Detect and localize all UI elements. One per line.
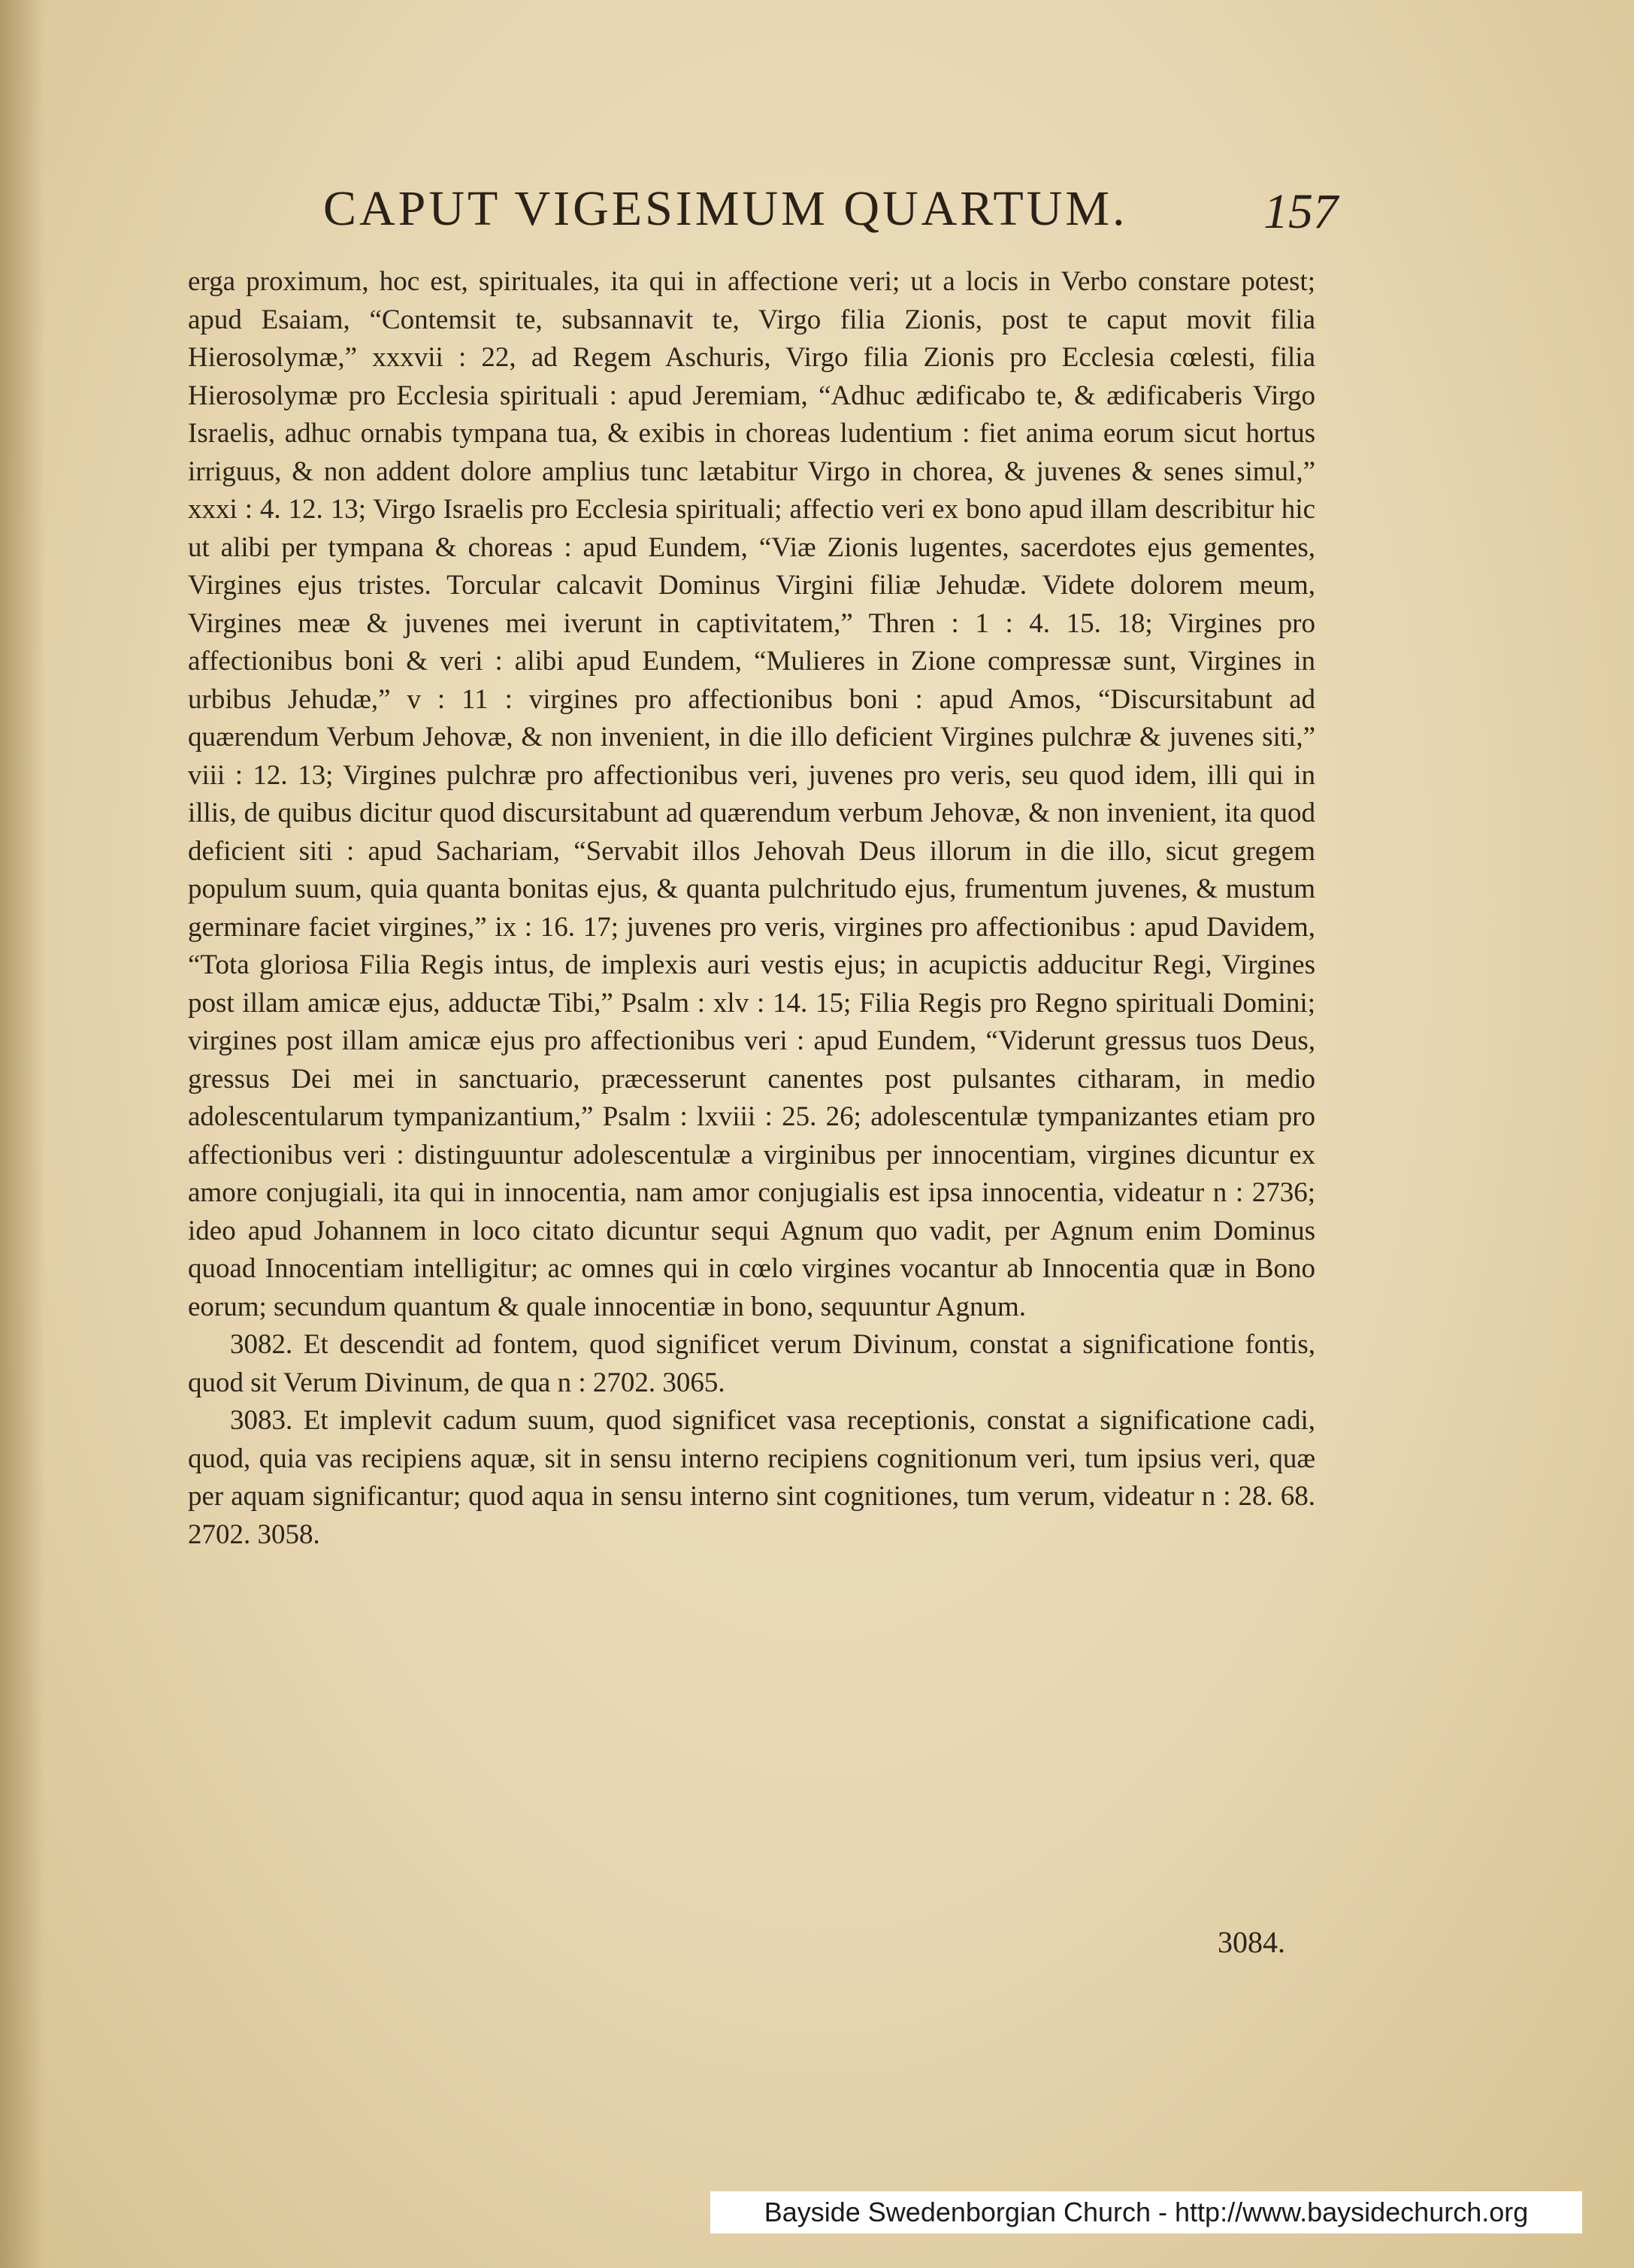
page-header [323,180,1338,256]
running-title: CAPUT VIGESIMUM QUARTUM. [323,181,1128,236]
paragraph-3083: 3083. Et implevit cadum suum, quod significet vasa receptionis, constat a significatione cadi, quod, quia vas recipiens aquæ, sit in sensu interno recipiens cognitionum veri, tum ipsius veri, quæ per aquam significantur; quod aqua in sensu interno sint cognitiones, tum verum, videatur n : 28. 68. 2702. 3058. [188,1405,1315,1550]
catchword: 3084. [1218,1925,1285,1959]
paragraph-3082: 3082. Et descendit ad fontem, quod significet verum Divinum, constat a significatione fontis, quod sit Verum Divinum, de qua n : 2702. 3065. [188,1329,1315,1398]
watermark-credit: Bayside Swedenborgian Church - http://www.baysidechurch.org [710,2191,1582,2233]
page-edge-shadow [0,0,45,2268]
body-text [188,263,1315,1554]
paragraph-continuation: erga proximum, hoc est, spirituales, ita qui in affectione veri; ut a locis in Verbo constare potest; apud Esaiam, “Contemsit te, subsannavit te, Virgo filia Zionis, post te caput movit filia Hierosolymæ,” xxxvii : 22, ad Regem Aschuris, Virgo filia Zionis pro Ecclesia cœlesti, filia Hierosolymæ pro Ecclesia spirituali : apud Jeremiam, “Adhuc ædificabo te, & ædificaberis Virgo Israelis, adhuc ornabis tympana tua, & exibis in choreas ludentium : fiet anima eorum sicut hortus irriguus, & non addent dolore amplius tunc lætabitur Virgo in chorea, & juvenes & senes simul,” xxxi : 4. 12. 13; Virgo Israelis pro Ecclesia spirituali; affectio veri ex bono apud illam describitur hic ut alibi per tympana & choreas : apud Eundem, “Viæ Zionis lugentes, sacerdotes ejus gementes, Virgines ejus tristes. Torcular calcavit Dominus Virgini filiæ Jehudæ. Videte dolorem meum, Virgines meæ & juvenes mei iverunt in captivitatem,” Thren : 1 : 4. 15. 18; Virgines pro affectionibus boni & veri : alibi apud Eundem, “Mulieres in Zione compressæ sunt, Virgines in urbibus Jehudæ,” v : 11 : virgines pro affectionibus boni : apud Amos, “Discursitabunt ad quærendum Verbum Jehovæ, & non invenient, in die illo deficient Virgines pulchræ & juvenes siti,” viii : 12. 13; Virgines pulchræ pro affectionibus veri, juvenes pro veris, seu quod idem, illi qui in illis, de quibus dicitur quod discursitabunt ad quærendum verbum Jehovæ, & non invenient, ita quod deficient siti : apud Sachariam, “Servabit illos Jehovah Deus illorum in die illo, sicut gregem populum suum, quia quanta bonitas ejus, & quanta pulchritudo ejus, frumentum juvenes, & mustum germinare faciet virgines,” ix : 16. 17; juvenes pro veris, virgines pro affectionibus : apud Davidem, “Tota gloriosa Filia Regis intus, de implexis auri vestis ejus; in acupictis adducitur Regi, Virgines post illam amicæ ejus, adductæ Tibi,” Psalm : xlv : 14. 15; Filia Regis pro Regno spirituali Domini; virgines post illam amicæ ejus pro affectionibus veri : apud Eundem, “Viderunt gressus tuos Deus, gressus Dei mei in sanctuario, præcesserunt canentes post pulsantes citharam, in medio adolescentularum tympanizantium,” Psalm : lxviii : 25. 26; adolescentulæ tympanizantes etiam pro affectionibus veri : distinguuntur adolescentulæ a virginibus per innocentiam, virgines dicuntur ex amore conjugiali, ita qui in innocentia, nam amor conjugialis est ipsa innocentia, videatur n : 2736; ideo apud Johannem in loco citato dicuntur sequi Agnum quo vadit, per Agnum enim Dominus quoad Innocentiam intelligitur; ac omnes qui in cœlo virgines vocantur ab Innocentia quæ in Bono eorum; secundum quantum & quale innocentiæ in bono, sequuntur Agnum. [188,266,1315,1322]
page-number: 157 [1263,184,1338,239]
